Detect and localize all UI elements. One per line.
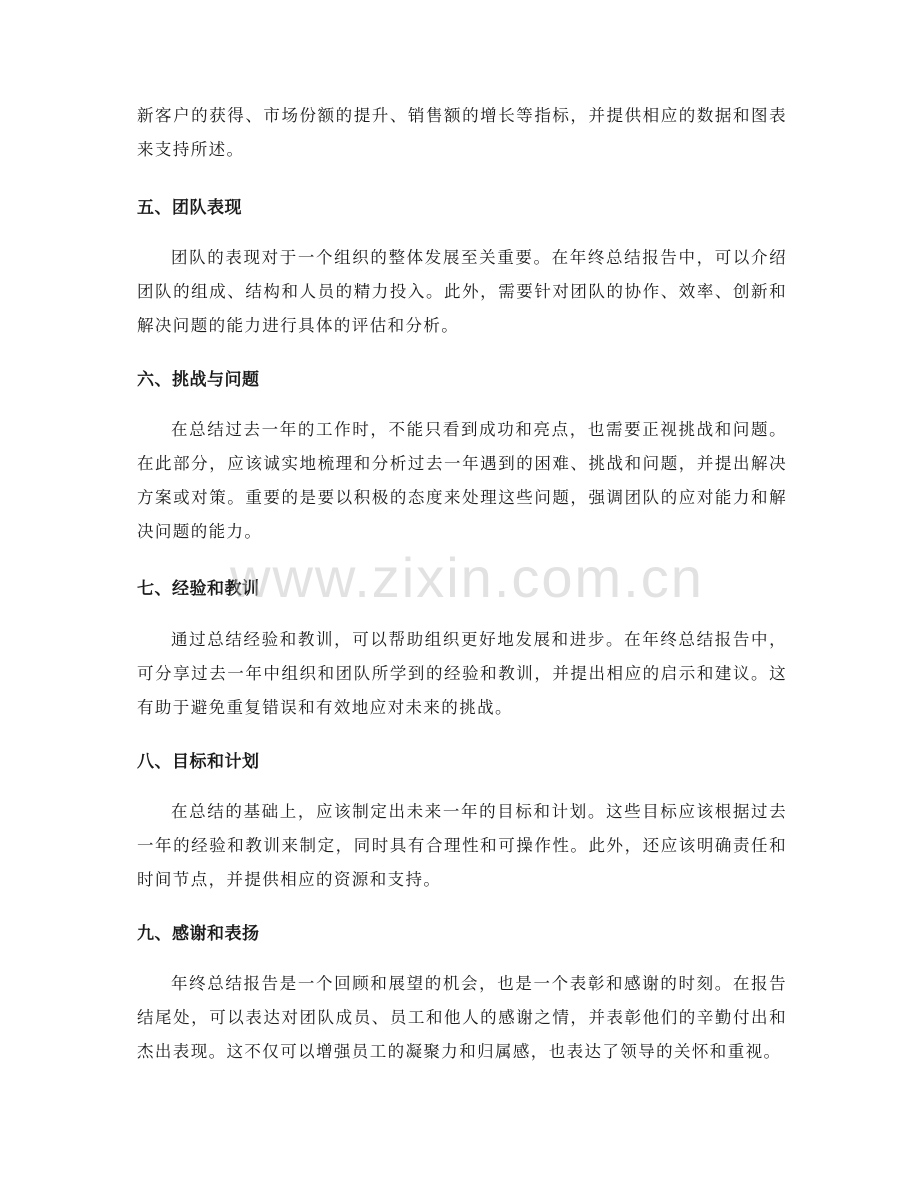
section-heading: 五、团队表现 (137, 198, 242, 218)
section-body-6 (137, 413, 787, 549)
section-paragraph: 团队的表现对于一个组织的整体发展至关重要。在年终总结报告中，可以介绍团队的组成、结构和人员的精力投入。此外，需要针对团队的协作、效率、创新和解决问题的能力进行具体的评估和分析。 (137, 248, 787, 335)
section-body-9 (137, 967, 787, 1069)
section-body-8 (137, 795, 787, 897)
section-paragraph: 在总结过去一年的工作时，不能只看到成功和亮点，也需要正视挑战和问题。在此部分，应该诚实地梳理和分析过去一年遇到的困难、挑战和问题，并提出解决方案或对策。重要的是要以积极的态度来处理这些问题，强调团队的应对能力和解决问题的能力。 (137, 420, 787, 541)
section-heading: 八、目标和计划 (137, 752, 260, 772)
section-heading-6 (137, 368, 787, 392)
section-paragraph: 年终总结报告是一个回顾和展望的机会，也是一个表彰和感谢的时刻。在报告结尾处，可以表达对团队成员、员工和他人的感谢之情，并表彰他们的辛勤付出和杰出表现。这不仅可以增强员工的凝聚力和归属感，也表达了领导的关怀和重视。 (137, 974, 787, 1061)
section-paragraph: 通过总结经验和教训，可以帮助组织更好地发展和进步。在年终总结报告中，可分享过去一年中组织和团队所学到的经验和教训，并提出相应的启示和建议。这有助于避免重复错误和有效地应对未来的挑战。 (137, 630, 787, 717)
intro-block (137, 99, 787, 167)
section-heading-5 (137, 196, 787, 220)
section-heading: 六、挑战与问题 (137, 370, 260, 390)
section-body-7 (137, 623, 787, 725)
section-heading-9 (137, 922, 787, 946)
section-heading: 九、感谢和表扬 (137, 924, 260, 944)
section-paragraph: 在总结的基础上，应该制定出未来一年的目标和计划。这些目标应该根据过去一年的经验和教训来制定，同时具有合理性和可操作性。此外，还应该明确责任和时间节点，并提供相应的资源和支持。 (137, 802, 787, 889)
intro-paragraph: 新客户的获得、市场份额的提升、销售额的增长等指标，并提供相应的数据和图表来支持所述。 (137, 106, 787, 159)
section-heading-8 (137, 750, 787, 774)
section-body-5 (137, 241, 787, 343)
watermark-text: www.zixin.com.cn (230, 546, 704, 609)
section-heading: 七、经验和教训 (137, 579, 260, 599)
